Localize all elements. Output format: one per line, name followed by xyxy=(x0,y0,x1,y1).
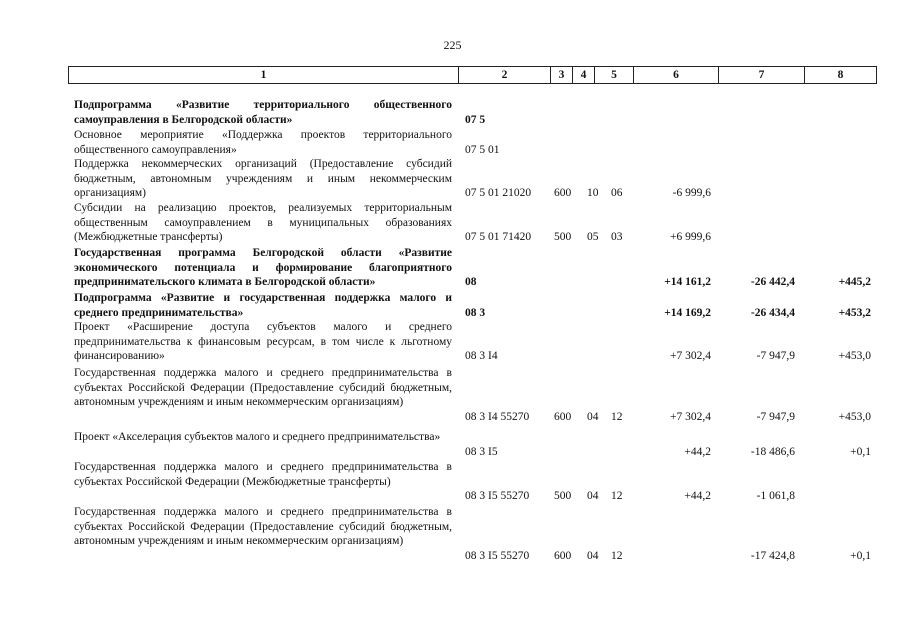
row-col6: +44,2 xyxy=(684,445,711,458)
row-description: Подпрограмма «Развитие территориального общественного самоуправления в Белгородской области» xyxy=(74,99,452,126)
row-description: Государственная поддержка малого и среднего предпринимательства в субъектах Российской Федерации (Межбюджетные трансферты) xyxy=(74,461,452,488)
row-col6: +6 999,6 xyxy=(670,231,711,244)
row-description: Субсидии на реализацию проектов, реализуемых территориальным общественным самоуправлением в муниципальных образованиях (Межбюджетные трансферты) xyxy=(74,202,452,244)
row-col7: -26 442,4 xyxy=(750,276,795,289)
row-expense-type: 500 xyxy=(554,490,572,503)
row-description: Основное мероприятие «Поддержка проектов территориального общественного самоуправления» xyxy=(74,129,452,156)
row-subsection: 06 xyxy=(611,187,623,200)
row-col8: +445,2 xyxy=(838,276,871,289)
row-expense-type: 500 xyxy=(554,231,572,244)
row-col8: +0,1 xyxy=(850,445,871,458)
row-col8: +453,2 xyxy=(838,306,871,319)
row-description: Подпрограмма «Развитие и государственная поддержка малого и среднего предпринимательства» xyxy=(74,292,452,319)
table-row xyxy=(0,460,905,504)
table-row xyxy=(0,201,905,245)
row-description: Проект «Расширение доступа субъектов малого и среднего предпринимательства к финансовым ресурсам, в том числе к льготному финансированию» xyxy=(74,321,452,363)
table-row xyxy=(0,320,905,364)
row-code: 08 3 I5 xyxy=(465,445,498,458)
header-col-2: 2 xyxy=(459,67,551,83)
row-col7: -7 947,9 xyxy=(756,350,795,363)
page-number: 225 xyxy=(443,38,462,52)
table-row xyxy=(0,246,905,290)
header-col-4: 4 xyxy=(573,67,595,83)
table-row xyxy=(0,157,905,201)
row-section: 04 xyxy=(587,490,599,503)
row-col8: +0,1 xyxy=(850,549,871,562)
table-row xyxy=(0,128,905,157)
header-col-3: 3 xyxy=(551,67,573,83)
row-col8: +453,0 xyxy=(838,350,871,363)
header-col-8: 8 xyxy=(837,69,844,81)
row-code: 07 5 01 xyxy=(465,143,500,156)
row-description: Проект «Акселерация субъектов малого и среднего предпринимательства» xyxy=(74,431,441,443)
row-code: 08 3 I4 xyxy=(465,350,498,363)
row-expense-type: 600 xyxy=(554,549,572,562)
row-code: 08 3 I5 55270 xyxy=(465,490,530,503)
table-row xyxy=(0,366,905,424)
row-col7: -17 424,8 xyxy=(750,549,795,562)
table-row xyxy=(0,98,905,127)
row-code: 08 3 I4 55270 xyxy=(465,410,530,423)
row-col7: -1 061,8 xyxy=(756,490,795,503)
header-col-1: 1 xyxy=(69,67,459,83)
row-description: Поддержка некоммерческих организаций (Предоставление субсидий бюджетным, автономным учреждениям и иным некоммерческим организациям) xyxy=(74,158,452,200)
row-description: Государственная поддержка малого и среднего предпринимательства в субъектах Российской Федерации (Предоставление субсидий бюджетным, автономным учреждениям и иным некоммерческим организациям) xyxy=(74,506,452,548)
row-col8: +453,0 xyxy=(838,410,871,423)
row-code: 08 xyxy=(465,276,477,289)
row-col7: -18 486,6 xyxy=(750,445,795,458)
row-subsection: 12 xyxy=(611,549,623,562)
row-col6: +14 169,2 xyxy=(664,306,711,319)
row-col7: -7 947,9 xyxy=(756,410,795,423)
row-expense-type: 600 xyxy=(554,187,572,200)
row-description: Государственная программа Белгородской области «Развитие экономического потенциала и формирование благоприятного предпринимательского климата в Белгородской области» xyxy=(74,247,452,289)
row-col6: -6 999,6 xyxy=(672,187,711,200)
row-col6: +7 302,4 xyxy=(670,350,711,363)
row-section: 05 xyxy=(587,231,599,244)
header-col-6: 6 xyxy=(634,67,719,83)
row-subsection: 03 xyxy=(611,231,623,244)
row-section: 04 xyxy=(587,410,599,423)
row-expense-type: 600 xyxy=(554,410,572,423)
row-code: 08 3 xyxy=(465,306,486,319)
header-col-5: 5 xyxy=(595,67,634,83)
row-section: 04 xyxy=(587,549,599,562)
row-code: 07 5 01 21020 xyxy=(465,187,532,200)
row-section: 10 xyxy=(587,187,599,200)
row-col6: +44,2 xyxy=(684,490,711,503)
row-col6: +7 302,4 xyxy=(670,410,711,423)
header-col-7: 7 xyxy=(719,67,805,83)
table-row xyxy=(0,505,905,563)
row-col6: +14 161,2 xyxy=(664,276,711,289)
table-row xyxy=(0,291,905,320)
row-subsection: 12 xyxy=(611,490,623,503)
table-row xyxy=(0,430,905,459)
row-subsection: 12 xyxy=(611,410,623,423)
row-description: Государственная поддержка малого и среднего предпринимательства в субъектах Российской Федерации (Предоставление субсидий бюджетным, автономным учреждениям и иным некоммерческим организациям) xyxy=(74,367,452,409)
row-code: 07 5 01 71420 xyxy=(465,231,532,244)
row-code: 07 5 xyxy=(465,113,486,126)
row-code: 08 3 I5 55270 xyxy=(465,549,530,562)
row-col7: -26 434,4 xyxy=(750,306,795,319)
table-header xyxy=(68,66,877,84)
